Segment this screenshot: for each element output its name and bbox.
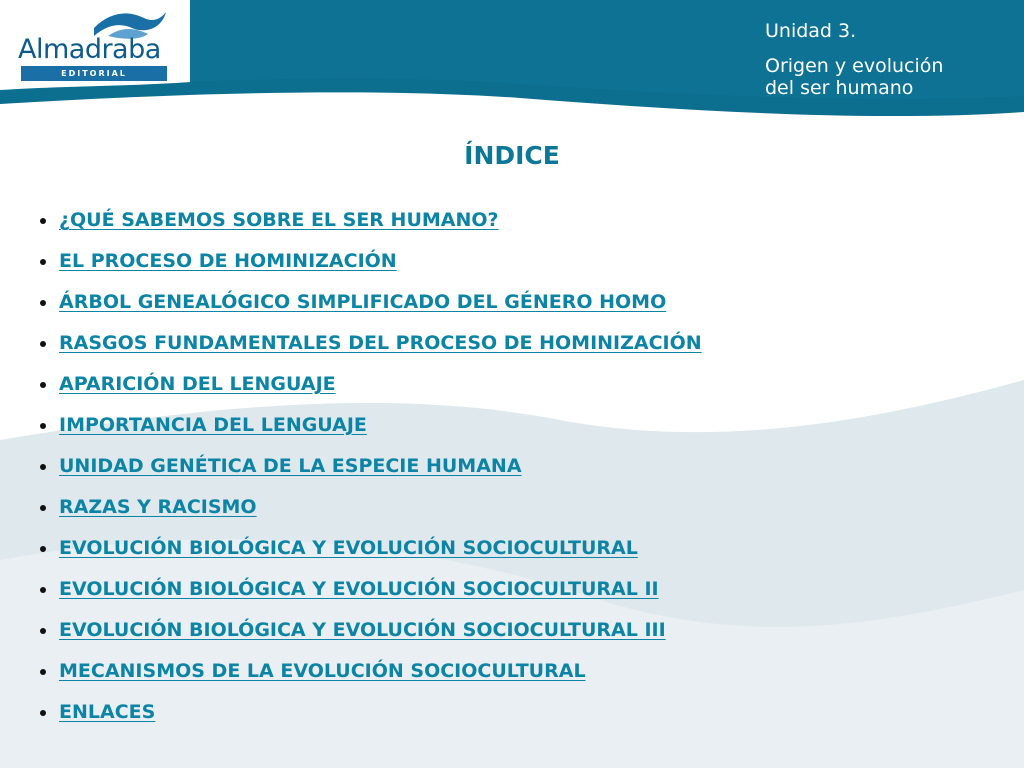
list-item xyxy=(34,452,702,493)
page-title: ÍNDICE xyxy=(464,141,560,170)
list-item xyxy=(34,575,702,616)
unit-label: Unidad 3. xyxy=(765,20,857,42)
list-item xyxy=(34,657,702,698)
index-link-aparicion-lenguaje[interactable]: APARICIÓN DEL LENGUAJE xyxy=(59,373,336,395)
bullet-icon xyxy=(40,546,46,552)
logo-subtitle-bar: EDITORIAL xyxy=(21,66,167,81)
list-item xyxy=(34,411,702,452)
list-item xyxy=(34,288,702,329)
bullet-icon xyxy=(40,259,46,265)
index-link-evolucion-2[interactable]: EVOLUCIÓN BIOLÓGICA Y EVOLUCIÓN SOCIOCULTURAL II xyxy=(59,578,659,600)
bullet-icon xyxy=(40,300,46,306)
bullet-icon xyxy=(40,669,46,675)
logo-wordmark: Almadraba xyxy=(18,34,161,65)
index-link-rasgos-fundamentales[interactable]: RASGOS FUNDAMENTALES DEL PROCESO DE HOMINIZACIÓN xyxy=(59,332,702,354)
bullet-icon xyxy=(40,423,46,429)
index-link-evolucion-3[interactable]: EVOLUCIÓN BIOLÓGICA Y EVOLUCIÓN SOCIOCULTURAL III xyxy=(59,619,666,641)
bullet-icon xyxy=(40,382,46,388)
list-item xyxy=(34,493,702,534)
list-item xyxy=(34,206,702,247)
index-link-que-sabemos[interactable]: ¿QUÉ SABEMOS SOBRE EL SER HUMANO? xyxy=(59,209,499,231)
index-link-razas-racismo[interactable]: RAZAS Y RACISMO xyxy=(59,496,257,518)
unit-title-line1: Origen y evolución xyxy=(765,55,944,77)
index-link-evolucion-1[interactable]: EVOLUCIÓN BIOLÓGICA Y EVOLUCIÓN SOCIOCULTURAL xyxy=(59,537,638,559)
list-item xyxy=(34,698,702,739)
list-item xyxy=(34,534,702,575)
bullet-icon xyxy=(40,505,46,511)
index-link-enlaces[interactable]: ENLACES xyxy=(59,701,156,723)
unit-heading xyxy=(765,20,943,99)
index-link-mecanismos[interactable]: MECANISMOS DE LA EVOLUCIÓN SOCIOCULTURAL xyxy=(59,660,586,682)
index-link-unidad-genetica[interactable]: UNIDAD GENÉTICA DE LA ESPECIE HUMANA xyxy=(59,455,522,477)
list-item xyxy=(34,370,702,411)
index-link-arbol-genealogico[interactable]: ÁRBOL GENEALÓGICO SIMPLIFICADO DEL GÉNERO HOMO xyxy=(59,291,667,313)
bullet-icon xyxy=(40,710,46,716)
publisher-logo xyxy=(18,6,170,80)
list-item xyxy=(34,329,702,370)
unit-title-line2: del ser humano xyxy=(765,77,914,99)
bullet-icon xyxy=(40,341,46,347)
bullet-icon xyxy=(40,628,46,634)
bullet-icon xyxy=(40,218,46,224)
index-link-importancia-lenguaje[interactable]: IMPORTANCIA DEL LENGUAJE xyxy=(59,414,367,436)
bullet-icon xyxy=(40,587,46,593)
bullet-icon xyxy=(40,464,46,470)
index-list xyxy=(34,206,702,739)
list-item xyxy=(34,247,702,288)
index-link-proceso-hominizacion[interactable]: EL PROCESO DE HOMINIZACIÓN xyxy=(59,250,397,272)
list-item xyxy=(34,616,702,657)
